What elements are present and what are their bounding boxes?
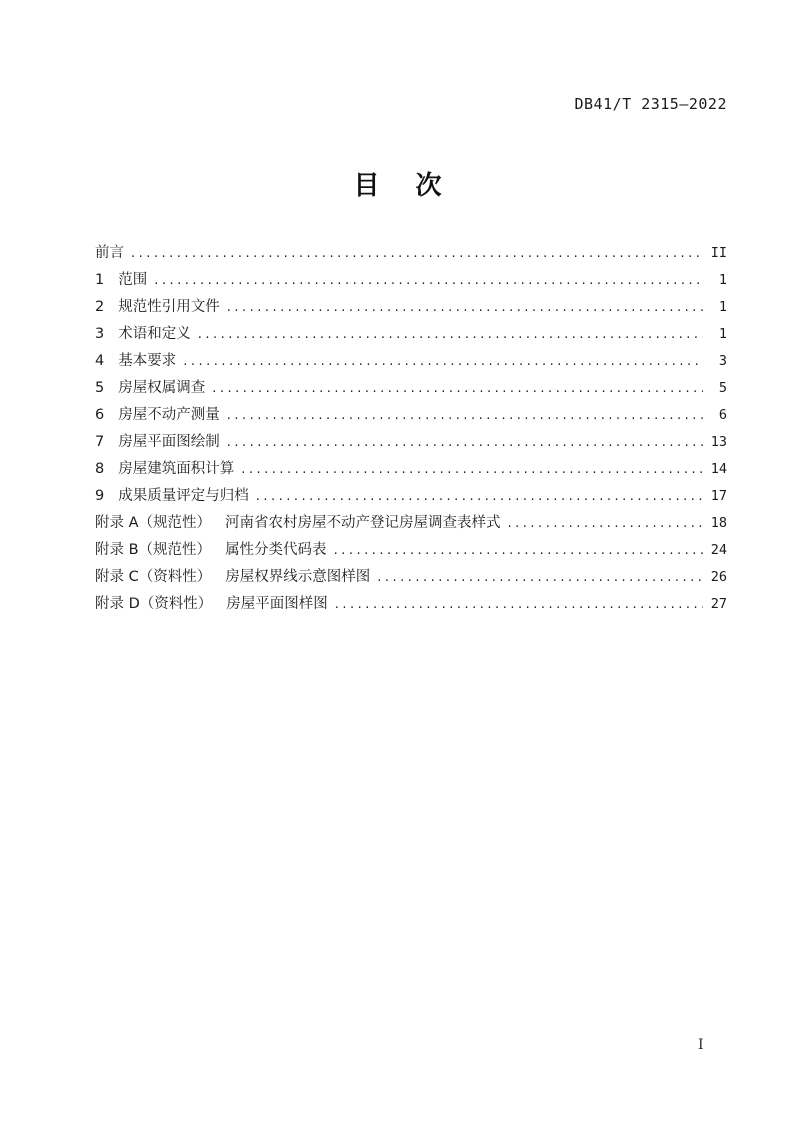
toc-leader-dots (227, 294, 703, 321)
toc-entry (95, 564, 727, 591)
toc-leader-dots (256, 483, 703, 510)
toc-leader-dots (335, 591, 703, 618)
toc-entry-title: 河南省农村房屋不动产登记房屋调查表样式 (225, 515, 501, 531)
toc-entry-title: 房屋权属调查 (118, 380, 206, 396)
toc-leader-dots (198, 321, 703, 348)
toc-entry (95, 510, 727, 537)
toc-entry-title: 房屋平面图绘制 (118, 434, 220, 450)
page-number: I (698, 1037, 704, 1053)
toc-entry-page: 13 (710, 434, 727, 450)
toc-entry-number: 2 (95, 299, 105, 315)
toc-entry-page: 5 (718, 380, 727, 396)
toc-entry-number: 附录 B（规范性） (95, 542, 212, 558)
toc-entry-title: 属性分类代码表 (225, 542, 327, 558)
toc-entry-page: 26 (710, 569, 727, 585)
toc-entry (95, 591, 727, 618)
toc-entry (95, 456, 727, 483)
toc-leader-dots (508, 510, 703, 537)
toc-entry-title: 术语和定义 (118, 326, 191, 342)
toc-entry (95, 402, 727, 429)
page-title: 目 次 (353, 171, 447, 201)
toc-entry-title: 成果质量评定与归档 (118, 488, 249, 504)
toc-leader-dots (212, 375, 703, 402)
toc-entry-title: 房屋平面图样图 (226, 596, 328, 612)
toc-leader-dots (334, 537, 703, 564)
toc-entry (95, 294, 727, 321)
toc-entry (95, 240, 727, 267)
toc-entry-page: 1 (718, 326, 727, 342)
toc-entry-number: 附录 D（资料性） (95, 596, 213, 612)
toc-entry (95, 375, 727, 402)
toc-entry (95, 429, 727, 456)
document-header (0, 95, 727, 113)
toc-entry (95, 537, 727, 564)
toc-entry-page: 6 (718, 407, 727, 423)
toc-entry-page: 24 (710, 542, 727, 558)
toc-entry-number: 附录 C（资料性） (95, 569, 212, 585)
toc-entry-number: 4 (95, 353, 105, 369)
toc-entry-page: 27 (710, 596, 727, 612)
toc-entry (95, 267, 727, 294)
toc-entry-page: 1 (718, 272, 727, 288)
toc-entry-title: 房屋不动产测量 (118, 407, 220, 423)
toc-entry (95, 483, 727, 510)
toc-leader-dots (227, 402, 703, 429)
toc-entry-title: 范围 (118, 272, 148, 288)
toc-entry-page: 3 (718, 353, 727, 369)
toc-entry-title: 房屋建筑面积计算 (118, 461, 235, 477)
toc-entry-number: 附录 A（规范性） (95, 515, 212, 531)
toc-entry-title: 房屋权界线示意图样图 (225, 569, 371, 585)
toc-entry-number: 5 (95, 380, 105, 396)
toc-entry-title: 前言 (95, 245, 124, 261)
toc-entry-page: 14 (710, 461, 727, 477)
toc-entry-number: 1 (95, 272, 105, 288)
toc-leader-dots (241, 456, 703, 483)
toc-entry-title: 规范性引用文件 (118, 299, 220, 315)
toc-entry-number: 9 (95, 488, 105, 504)
standard-code: DB41/T 2315—2022 (574, 95, 727, 113)
toc-leader-dots (377, 564, 703, 591)
toc-leader-dots (131, 240, 703, 267)
toc-entry-title: 基本要求 (118, 353, 177, 369)
toc-leader-dots (154, 267, 703, 294)
toc-leader-dots (227, 429, 703, 456)
toc-entry-page: 1 (718, 299, 727, 315)
toc-entry (95, 321, 727, 348)
table-of-contents (95, 240, 727, 618)
toc-entry-number: 8 (95, 461, 105, 477)
toc-entry-page: 17 (710, 488, 727, 504)
toc-entry-page: 18 (710, 515, 727, 531)
toc-entry-number: 3 (95, 326, 105, 342)
toc-entry-page: II (710, 245, 727, 261)
toc-entry-number: 7 (95, 434, 105, 450)
toc-leader-dots (183, 348, 703, 375)
toc-entry-number: 6 (95, 407, 105, 423)
toc-entry (95, 348, 727, 375)
